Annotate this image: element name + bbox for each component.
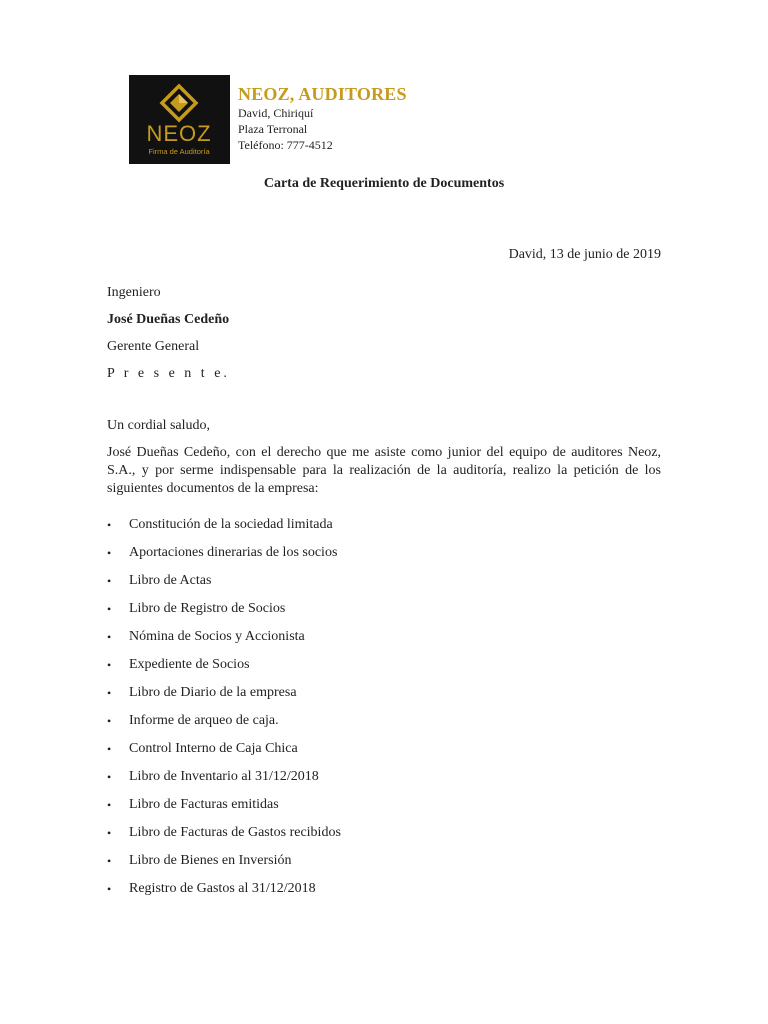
list-item [107,768,341,796]
logo-text: NEOZ [146,121,212,146]
list-item [107,852,341,880]
company-info [238,84,538,153]
bullet-icon: • [107,770,112,784]
list-item [107,740,341,768]
company-name: NEOZ, AUDITORES [238,84,407,104]
document-item: Nómina de Socios y Accionista [129,629,305,644]
company-logo [129,75,230,164]
bullet-icon: • [107,574,112,588]
address-city: David, Chiriquí [238,106,314,120]
recipient-position: Gerente General [107,339,200,354]
list-item [107,684,341,712]
greeting: Un cordial saludo, [107,418,211,433]
list-item [107,544,341,572]
document-item: Libro de Facturas de Gastos recibidos [129,825,341,840]
bullet-icon: • [107,686,112,700]
document-item: Control Interno de Caja Chica [129,741,298,756]
list-item [107,656,341,684]
logo-subtitle: Firma de Auditoría [148,147,210,156]
list-item [107,572,341,600]
recipient-block [107,284,230,392]
bullet-icon: • [107,546,112,560]
document-item: Libro de Registro de Socios [129,601,286,616]
recipient-presente: P r e s e n t e. [107,366,230,381]
bullet-icon: • [107,882,112,896]
list-item [107,600,341,628]
list-item [107,628,341,656]
body-paragraph: José Dueñas Cedeño, con el derecho que me asiste como junior del equipo de auditores Neoz, S.A., y por serme indispensable para la realización de la auditoría, realizo la petición de los siguientes documentos de la empresa: [107,445,661,496]
document-item: Constitución de la sociedad limitada [129,517,333,532]
document-item: Aportaciones dinerarias de los socios [129,545,338,560]
document-list [107,516,341,908]
bullet-icon: • [107,602,112,616]
document-item: Libro de Diario de la empresa [129,685,297,700]
address-place: Plaza Terronal [238,122,308,136]
document-item: Informe de arqueo de caja. [129,713,279,728]
bullet-icon: • [107,826,112,840]
bullet-icon: • [107,854,112,868]
bullet-icon: • [107,630,112,644]
recipient-salutation: Ingeniero [107,285,161,300]
document-item: Libro de Actas [129,573,212,588]
letter-title: Carta de Requerimiento de Documentos [263,176,505,191]
document-item: Libro de Bienes en Inversión [129,853,292,868]
list-item [107,880,341,908]
bullet-icon: • [107,798,112,812]
document-item: Libro de Facturas emitidas [129,797,279,812]
document-item: Registro de Gastos al 31/12/2018 [129,881,316,896]
bullet-icon: • [107,658,112,672]
document-item: Libro de Inventario al 31/12/2018 [129,769,319,784]
bullet-icon: • [107,518,112,532]
document-item: Expediente de Socios [129,657,250,672]
letter-date: David, 13 de junio de 2019 [508,247,661,262]
bullet-icon: • [107,714,112,728]
list-item [107,516,341,544]
bullet-icon: • [107,742,112,756]
list-item [107,824,341,852]
list-item [107,796,341,824]
phone: Teléfono: 777-4512 [238,138,333,152]
recipient-name: José Dueñas Cedeño [107,312,230,327]
list-item [107,712,341,740]
diamond-logo-icon [129,75,230,164]
